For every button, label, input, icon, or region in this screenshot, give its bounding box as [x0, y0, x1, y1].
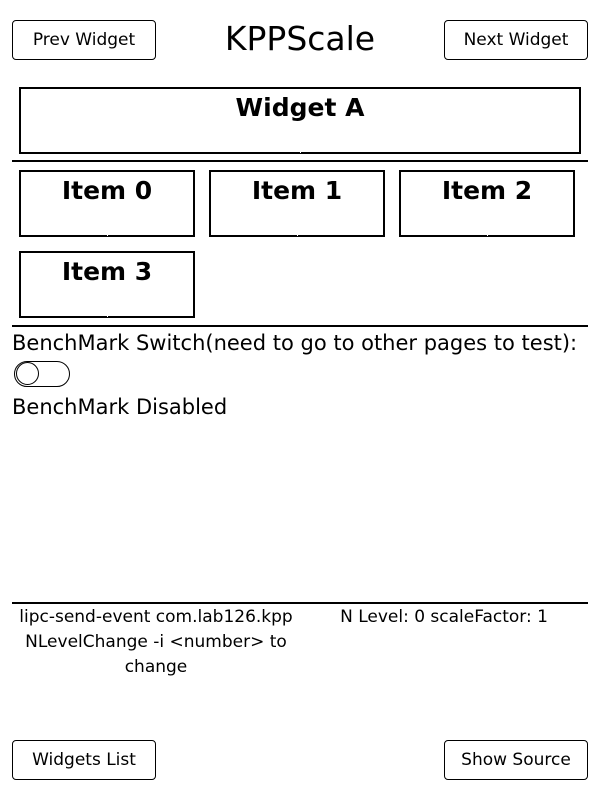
- divider: [12, 602, 588, 604]
- item-box[interactable]: [19, 170, 195, 237]
- divider: [12, 325, 588, 327]
- item-label: Item 1: [251, 176, 343, 205]
- widgets-list-button[interactable]: Widgets List: [12, 740, 156, 780]
- item-label: Item 0: [61, 176, 153, 205]
- show-source-button[interactable]: Show Source: [444, 740, 588, 780]
- item-box[interactable]: [209, 170, 385, 237]
- next-widget-button[interactable]: Next Widget: [444, 20, 588, 60]
- prev-widget-button[interactable]: Prev Widget: [12, 20, 156, 60]
- app-title: KPPScale: [224, 19, 376, 58]
- item-box[interactable]: [399, 170, 575, 237]
- box-divider-tick: [107, 311, 108, 317]
- widget-a-box[interactable]: [19, 87, 581, 154]
- nlevel-scale-readout: N Level: 0 scaleFactor: 1: [340, 607, 548, 627]
- toggle-knob: [16, 362, 39, 385]
- box-divider-tick: [487, 230, 488, 236]
- divider: [12, 160, 588, 162]
- nlevel-command-hint: lipc-send-event com.lab126.kpp NLevelChange -i <number> to change: [19, 607, 293, 677]
- widget-a-label: Widget A: [235, 93, 365, 122]
- box-divider-tick: [300, 147, 301, 153]
- item-label: Item 3: [61, 257, 153, 286]
- benchmark-status: BenchMark Disabled: [12, 395, 228, 419]
- benchmark-switch-label: BenchMark Switch(need to go to other pages to test):: [12, 331, 578, 355]
- benchmark-toggle[interactable]: [14, 361, 70, 387]
- box-divider-tick: [297, 230, 298, 236]
- item-label: Item 2: [441, 176, 533, 205]
- item-box[interactable]: [19, 251, 195, 318]
- box-divider-tick: [107, 230, 108, 236]
